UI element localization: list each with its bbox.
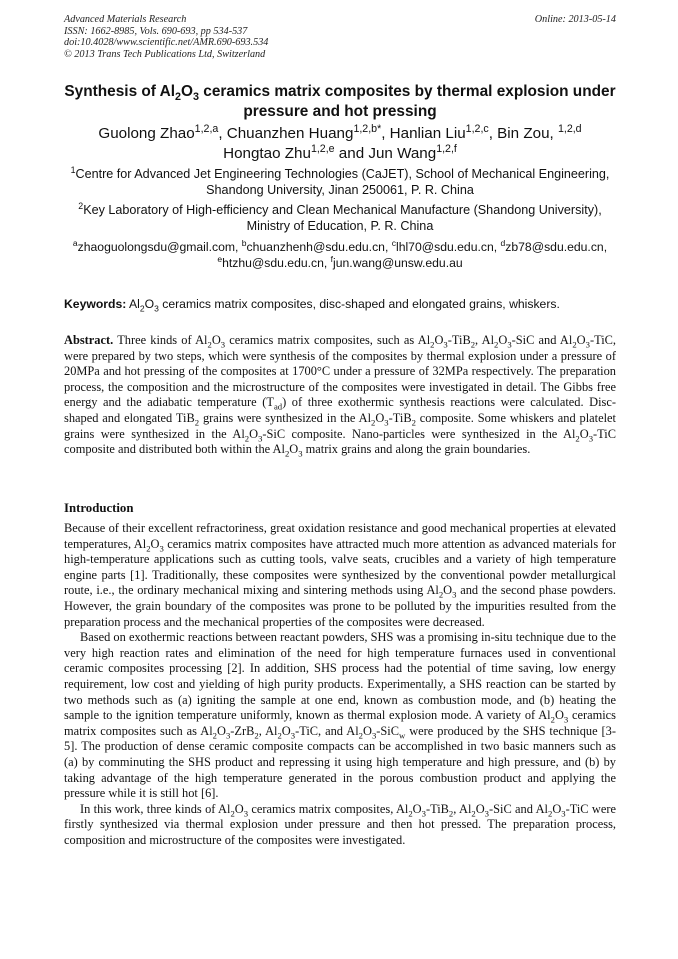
section-heading-introduction: Introduction xyxy=(64,501,134,515)
title-subscript: 2 xyxy=(175,91,182,104)
email-marker: a xyxy=(72,237,78,248)
abstract xyxy=(64,333,616,458)
issn-line: ISSN: 1662-8985, Vols. 690-693, pp 534-537 xyxy=(64,25,248,37)
introduction-body xyxy=(64,521,616,848)
email-address[interactable]: jun.wang@unsw.edu.au xyxy=(333,256,463,270)
email-marker: e xyxy=(217,253,223,264)
email-address[interactable]: zhaoguolongsdu@gmail.com, xyxy=(77,240,242,254)
keywords-line xyxy=(64,296,616,312)
affiliation-text: Centre for Advanced Jet Engineering Technologies (CaJET), School of Mechanical Engineering, xyxy=(75,167,610,181)
affiliation-number: 2 xyxy=(78,200,84,211)
email-list xyxy=(64,239,616,271)
author-affiliation-marker: 1,2,f xyxy=(436,142,457,155)
paper-title xyxy=(64,82,616,122)
author-name: Hongtao Zhu xyxy=(223,145,311,162)
author-separator: , xyxy=(218,125,227,142)
author-separator: , xyxy=(381,125,390,142)
title-part: Synthesis of Al xyxy=(64,83,176,100)
author-name: Bin Zou, xyxy=(497,125,558,142)
author-affiliation-marker: 1,2,d xyxy=(557,122,582,135)
affiliation-1 xyxy=(64,166,616,198)
paragraph: In this work, three kinds of $Al_2O_3$ ceramics matrix composites, $Al_2O_3-TiB_2$, $Al_2O_3$-SiC and $Al_2O_3$-TiC were firstly synthesized via thermal explosion under pressure and then hot pressed. The preparation process, composition and microstructure of the composites were investigated. xyxy=(64,801,616,847)
abstract-text: Three kinds of $Al_2O_3$ ceramics matrix composites, such as $Al_2O_3-TiB_2$, $Al_2O_3$-SiC and $Al_2O_3$-TiC, were prepared by two steps, which were synthesis of the composites by thermal explosion under a pressure of 20MPa and hot pressing of the composites at 1700°C under a pressure of 32MPa respectively. The preparation process, the composition and the microstructure of the composites were investigated in detail. The Gibbs free energy and the adiabatic temperature $(T_{ad})$ of three exothermic synthesis reactions were calculated. Disc-shaped and elongated TiB$_2$ grains were synthesized in the $Al_2O_3-TiB_2$ composite. Some whiskers and platelet grains were synthesized in the $Al_2O_3$-SiC composite. Nano-particles were synthesized in the $Al_2O_3$-TiC composite and distributed both within the $Al_2O_3$ matrix grains and along the grain boundaries. xyxy=(64,333,617,459)
doi-line: doi:10.4028/www.scientific.net/AMR.690-693.534 xyxy=(64,37,269,49)
author-separator: , xyxy=(488,125,498,142)
journal-name: Advanced Materials Research xyxy=(64,14,187,25)
author-separator: and xyxy=(334,145,369,162)
affiliation-text: Ministry of Education, P. R. China xyxy=(246,219,434,233)
affiliation-text: Shandong University, Jinan 250061, P. R. China xyxy=(206,183,474,197)
paragraph: Because of their excellent refractoriness, great oxidation resistance and good mechanical properties at elevated temperatures, $Al_2O_3$ ceramics matrix composites have attracted much more attention as advanced materials for high-temperature applications such as cutting tools, valve seats, crucibles and a variety of high temperature engine parts [1]. Traditionally, these composites were synthesized by the conventional powder metallurgical route, i.e., the ordinary mechanical mixing and sintering methods using $Al_2O_3$ and the second phase powders. However, the grain boundary of the composites was prone to be polluted by the impurities resulted from the preparation process and the mechanical properties of the composites were decreased. xyxy=(64,521,616,629)
author-name: Hanlian Liu xyxy=(389,125,466,142)
title-part: O xyxy=(181,83,194,100)
keywords-text: $Al_2O_3$ ceramics matrix composites, disc-shaped and elongated grains, whiskers. xyxy=(129,297,560,314)
author-list xyxy=(64,124,616,164)
copyright-line: © 2013 Trans Tech Publications Ltd, Switzerland xyxy=(64,48,266,60)
affiliation-number: 1 xyxy=(70,164,76,175)
email-address[interactable]: lhl70@sdu.edu.cn, xyxy=(395,240,501,254)
title-subscript: 3 xyxy=(193,91,200,104)
affiliation-2 xyxy=(64,202,616,234)
email-address[interactable]: chuanzhenh@sdu.edu.cn, xyxy=(246,240,392,254)
author-affiliation-marker: 1,2,c xyxy=(465,122,489,135)
email-marker: d xyxy=(500,237,506,248)
affiliation-text: Key Laboratory of High-efficiency and Clean Mechanical Manufacture (Shandong University), xyxy=(83,203,602,217)
author-name: Guolong Zhao xyxy=(98,125,195,142)
author-affiliation-marker: 1,2,e xyxy=(310,142,335,155)
paragraph: Based on exothermic reactions between reactant powders, SHS was a promising in-situ technique due to the very high reaction rates and elimination of the need for high temperature furnaces used in conventional ceramic composites processing [2]. In addition, SHS process had the potential of time saving, low energy requirement, low cost and yielding of high purity products. Experimentally, a SHS reaction can be started by two methods such as (a) igniting the sample at one end, known as combustion mode, and (b) heating the sample to the ignition temperature uniformly, known as thermal explosion mode. A variety of $Al_2O_3$ ceramics matrix composites such as $Al_2O_3-ZrB_2$, $Al_2O_3$-TiC, and $Al_2O_3-SiC_w$ were produced by the SHS technique [3-5]. The production of dense ceramic composite compacts can be accomplished in two basic manners such as (a) by comminuting the SHS product and repressing it using high temperature and high pressure, and (b) by taking advantage of the high temperature generated in the porous combustion product and applying the pressure while it is still hot [6]. xyxy=(64,630,617,801)
email-marker: b xyxy=(241,237,247,248)
email-marker: c xyxy=(391,237,396,248)
email-address[interactable]: htzhu@sdu.edu.cn, xyxy=(222,256,331,270)
online-date: Online: 2013-05-14 xyxy=(534,14,616,25)
journal-header xyxy=(64,14,616,60)
author-name: Chuanzhen Huang xyxy=(226,125,354,142)
keywords-label: Keywords: xyxy=(64,297,127,311)
abstract-label: Abstract. xyxy=(64,333,114,347)
author-name: Jun Wang xyxy=(368,145,437,162)
email-address[interactable]: zb78@sdu.edu.cn, xyxy=(505,240,608,254)
author-affiliation-marker: 1,2,b* xyxy=(353,122,382,135)
author-affiliation-marker: 1,2,a xyxy=(194,122,219,135)
email-marker: f xyxy=(330,253,334,264)
title-part: ceramics matrix composites by thermal explosion under pressure and hot pressing xyxy=(199,83,616,120)
